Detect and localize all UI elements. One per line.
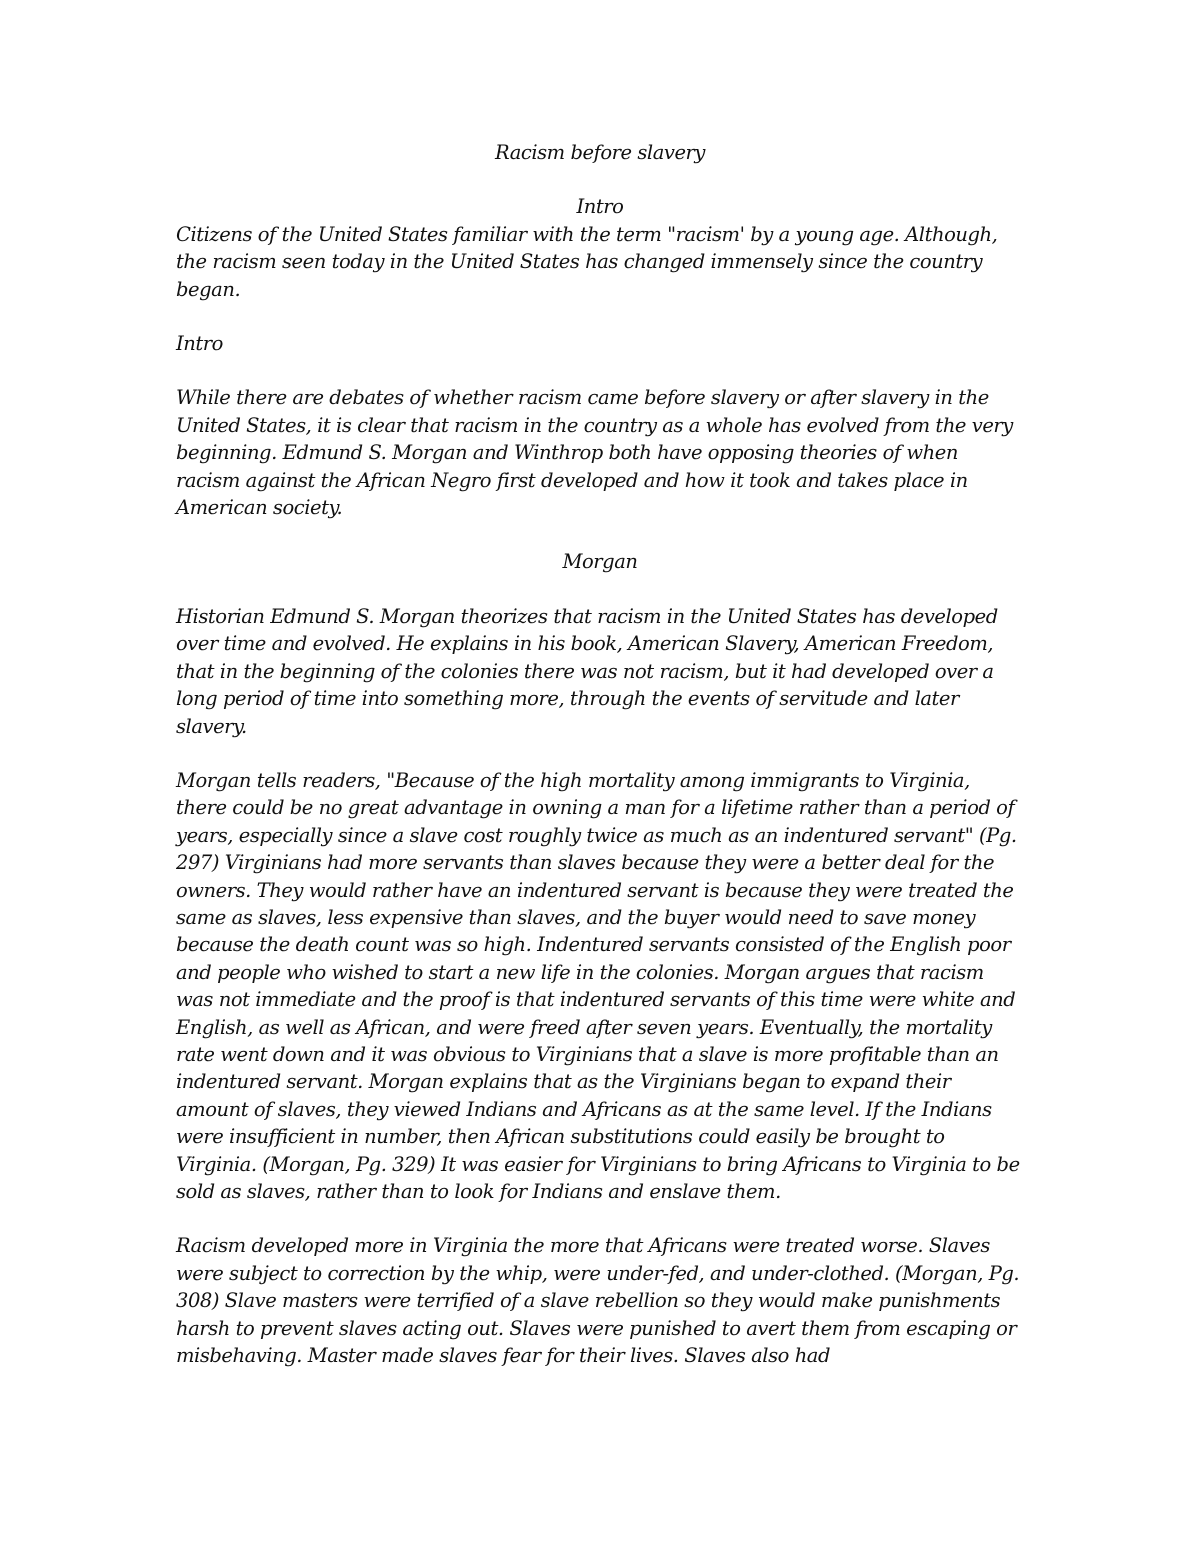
morgan-paragraph-2: Morgan tells readers, "Because of the high mortality among immigrants to Virginia, there could be no great advantage in owning a man for a lifetime rather than a period of years, especially since a slave cost roughly twice as much as an indentured servant" (Pg. 297) Virginians had more servants than slaves because they were a better deal for the owners. They would rather have an indentured servant is because they were treated the same as slaves, less expensive than slaves, and the buyer would need to save money because the death count was so high. Indentured servants consisted of the English poor and people who wished to start a new life in the colonies. Morgan argues that racism was not immediate and the proof is that indentured servants of this time were white and English, as well as African, and were freed after seven years. Eventually, the mortality rate went down and it was obvious to Virginians that a slave is more profitable than an indentured servant. Morgan explains that as the Virginians began to expand their amount of slaves, they viewed Indians and Africans as at the same level. If the Indians were insufficient in number, then African substitutions could easily be brought to Virginia. (Morgan, Pg. 329) It was easier for Virginians to bring Africans to Virginia to be sold as slaves, rather than to look for Indians and enslave them. [176, 768, 1020, 1203]
intro-paragraph: Citizens of the United States familiar with the term "racism' by a young age. Although, the racism seen today in the United States has changed immensely since the country began. [176, 222, 998, 301]
intro-heading-left: Intro [176, 332, 223, 356]
morgan-paragraph-3: Racism developed more in Virginia the more that Africans were treated worse. Slaves were subject to correction by the whip, were under-fed, and under-clothed. (Morgan, Pg. 308) Slave masters were terrified of a slave rebellion so they would make punishments harsh to prevent slaves acting out. Slaves were punished to avert them from escaping or misbehaving. Master made slaves fear for their lives. Slaves also had [176, 1234, 1020, 1368]
morgan-heading: Morgan [562, 550, 638, 574]
morgan-paragraph-1: Historian Edmund S. Morgan theorizes that racism in the United States has developed over time and evolved. He explains in his book, American Slavery, American Freedom, that in the beginning of the colonies there was not racism, but it had developed over a long period of time into something more, through the events of servitude and later slavery. [176, 604, 998, 738]
document-title: Racism before slavery [495, 141, 705, 164]
thesis-paragraph: While there are debates of whether racism came before slavery or after slavery in the United States, it is clear that racism in the country as a whole has evolved from the very beginning. Edmund S. Morgan and Winthrop both have opposing theories of when racism against the African Negro first developed and how it took and takes place in American society. [176, 386, 1013, 520]
intro-heading-centered: Intro [576, 195, 624, 219]
document-page [176, 139, 1024, 1396]
